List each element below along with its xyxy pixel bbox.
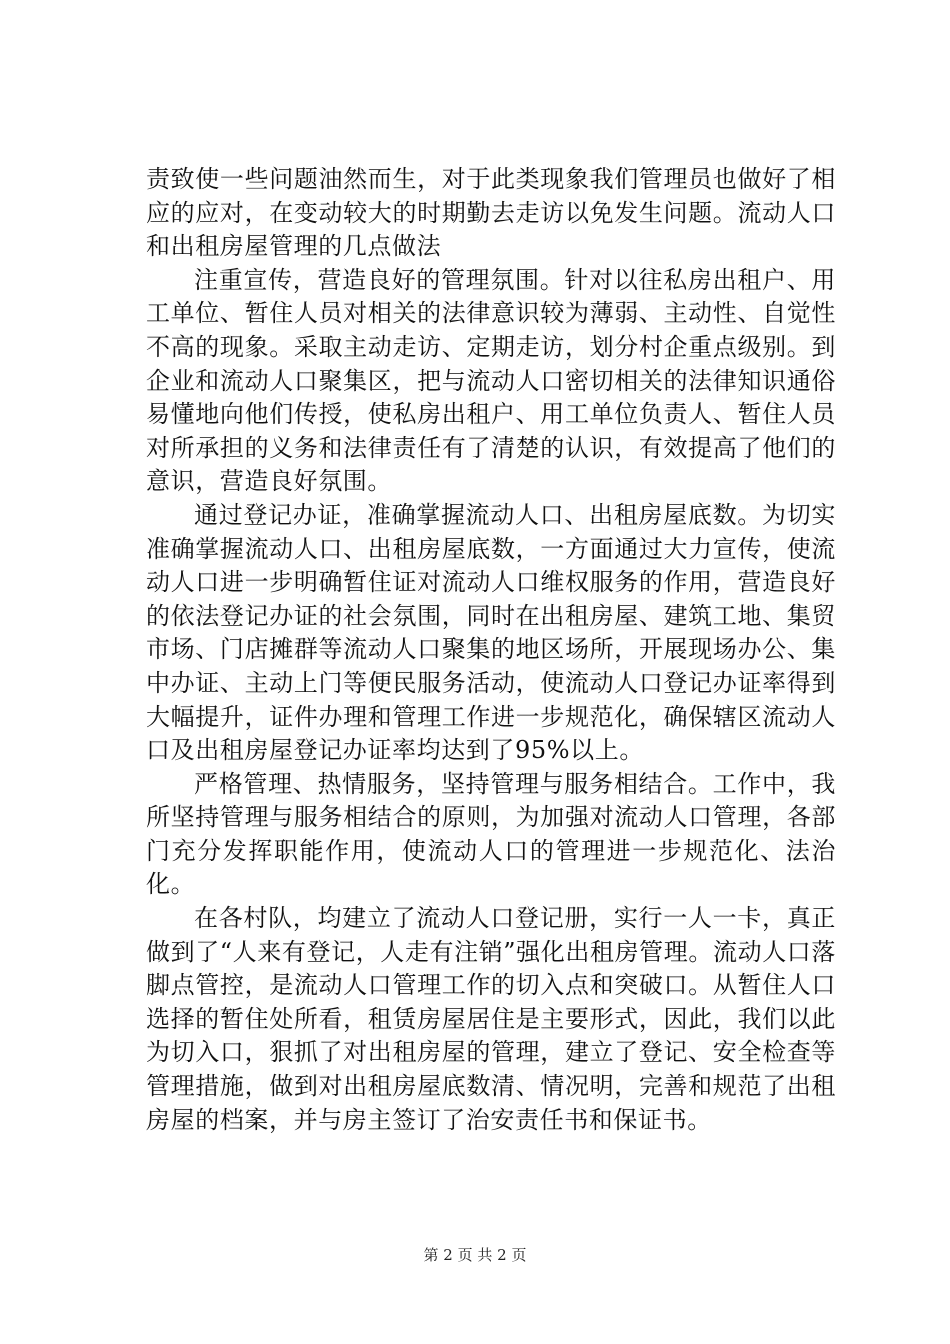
page-number-footer: 第 2 页 共 2 页	[423, 1246, 527, 1264]
paragraph-publicity: 注重宣传，营造良好的管理氛围。针对以往私房出租户、用工单位、暂住人员对相关的法律意识较为薄弱、主动性、自觉性不高的现象。采取主动走访、定期走访，划分村企重点级别。到企业和流动人口聚集区，把与流动人口密切相关的法律知识通俗易懂地向他们传授，使私房出租户、用工单位负责人、暂住人员对所承担的义务和法律责任有了清楚的认识，有效提高了他们的意识，营造良好氛围。	[146, 265, 836, 496]
document-body	[146, 163, 836, 1137]
paragraph-village-registry: 在各村队，均建立了流动人口登记册，实行一人一卡，真正做到了“人来有登记，人走有注销”强化出租房管理。流动人口落脚点管控，是流动人口管理工作的切入点和突破口。从暂住人口选择的暂住处所看，租赁房屋居住是主要形式，因此，我们以此为切入口，狠抓了对出租房屋的管理，建立了登记、安全检查等管理措施，做到对出租房屋底数清、情况明，完善和规范了出租房屋的档案，并与房主签订了治安责任书和保证书。	[146, 904, 836, 1134]
paragraph-continuation: 责致使一些问题油然而生，对于此类现象我们管理员也做好了相应的应对，在变动较大的时期勤去走访以免发生问题。流动人口和出租房屋管理的几点做法	[146, 165, 836, 261]
paragraph-management-service: 严格管理、热情服务，坚持管理与服务相结合。工作中，我所坚持管理与服务相结合的原则，为加强对流动人口管理，各部门充分发挥职能作用，使流动人口的管理进一步规范化、法治化。	[146, 769, 836, 899]
paragraph-registration: 通过登记办证，准确掌握流动人口、出租房屋底数。为切实准确掌握流动人口、出租房屋底数，一方面通过大力宣传，使流动人口进一步明确暂住证对流动人口维权服务的作用，营造良好的依法登记办证的社会氛围，同时在出租房屋、建筑工地、集贸市场、门店摊群等流动人口聚集的地区场所，开展现场办公、集中办证、主动上门等便民服务活动，使流动人口登记办证率得到大幅提升，证件办理和管理工作进一步规范化，确保辖区流动人口及出租房屋登记办证率均达到了95%以上。	[146, 500, 836, 765]
